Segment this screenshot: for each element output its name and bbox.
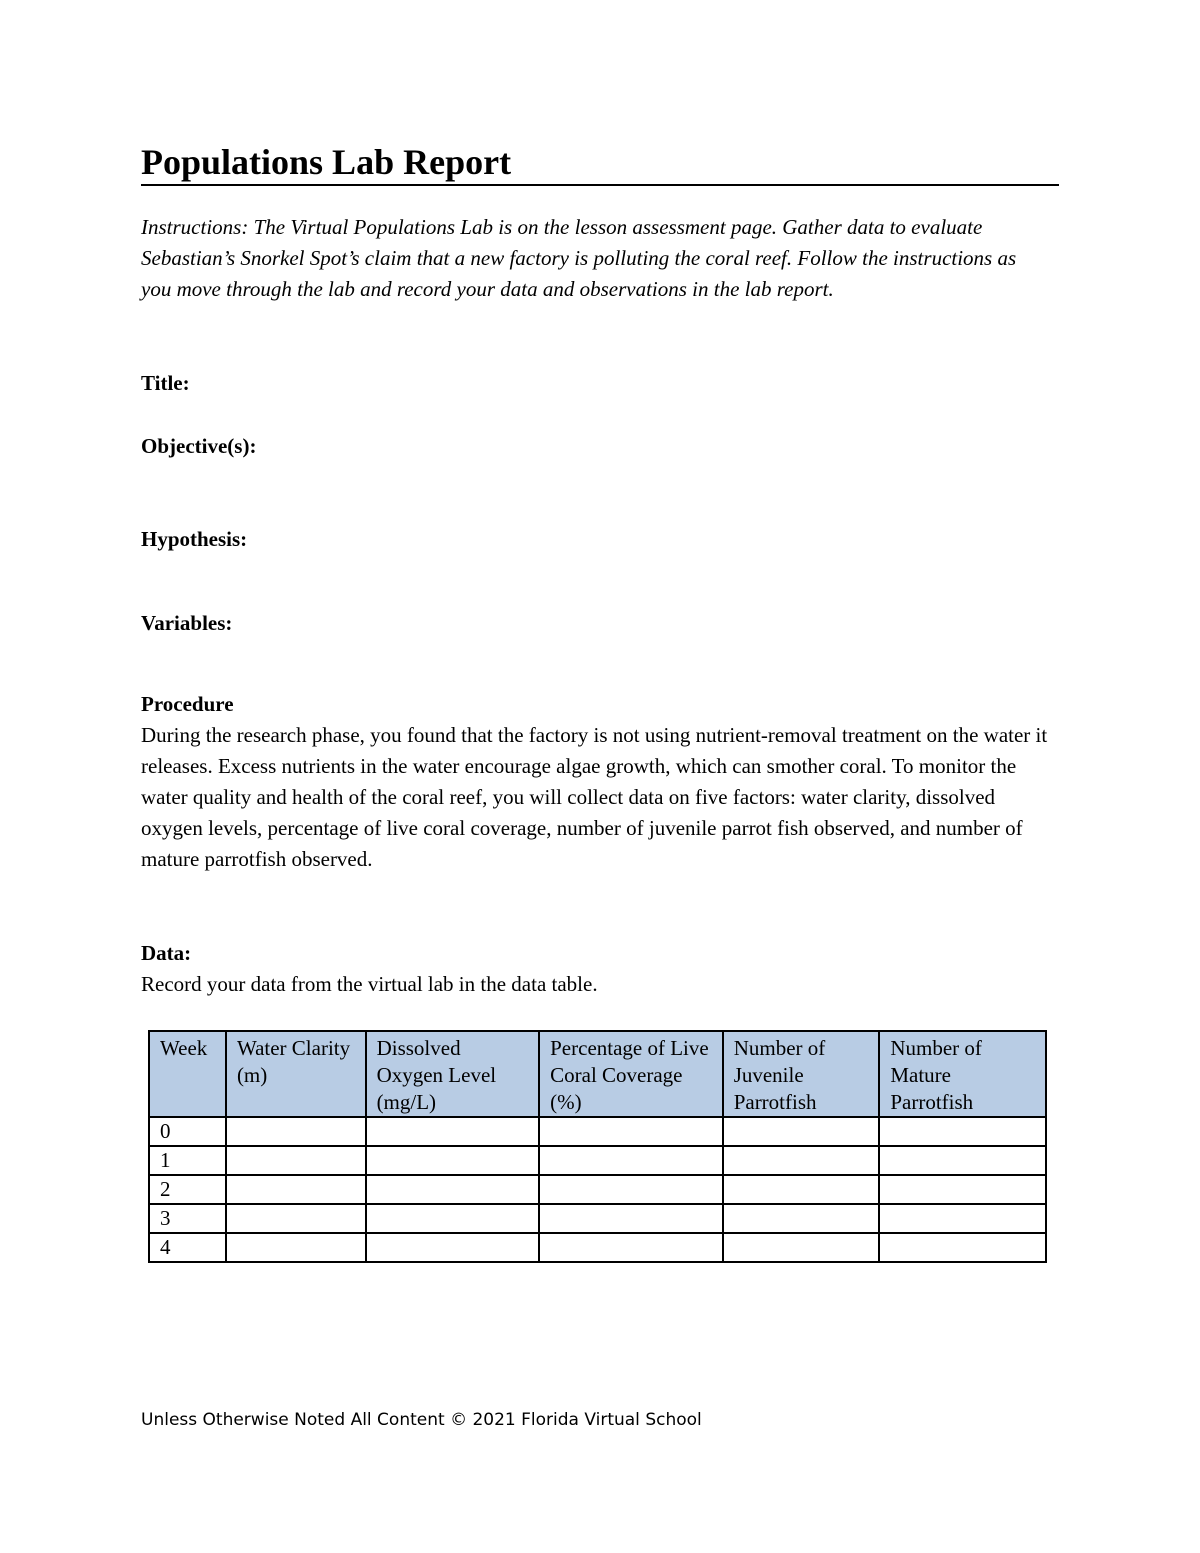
data-cell[interactable] [723, 1117, 880, 1146]
table-row [149, 1117, 1046, 1146]
data-cell[interactable] [723, 1175, 880, 1204]
data-cell[interactable] [539, 1204, 723, 1233]
week-cell: 1 [149, 1146, 226, 1175]
data-cell[interactable] [539, 1117, 723, 1146]
variables-label: Variables: [141, 611, 233, 635]
table-row [149, 1233, 1046, 1262]
data-cell[interactable] [366, 1233, 540, 1262]
data-table [148, 1030, 1047, 1263]
data-cell[interactable] [366, 1175, 540, 1204]
data-cell[interactable] [723, 1204, 880, 1233]
data-cell[interactable] [226, 1175, 366, 1204]
week-cell: 4 [149, 1233, 226, 1262]
data-cell[interactable] [539, 1146, 723, 1175]
data-cell[interactable] [366, 1204, 540, 1233]
data-cell[interactable] [226, 1117, 366, 1146]
header-juvenile-parrotfish: Number of Juvenile Parrotfish [723, 1031, 880, 1117]
data-cell[interactable] [226, 1146, 366, 1175]
data-cell[interactable] [366, 1146, 540, 1175]
header-mature-parrotfish: Number of Mature Parrotfish [879, 1031, 1046, 1117]
data-cell[interactable] [879, 1117, 1046, 1146]
week-cell: 0 [149, 1117, 226, 1146]
data-cell[interactable] [879, 1204, 1046, 1233]
week-cell: 2 [149, 1175, 226, 1204]
table-row [149, 1175, 1046, 1204]
objective-label: Objective(s): [141, 434, 257, 458]
week-cell: 3 [149, 1204, 226, 1233]
procedure-text: During the research phase, you found that the factory is not using nutrient-removal treatment on the water it releases. Excess nutrients in the water encourage algae growth, which can smother coral. To monitor the water quality and health of the coral reef, you will collect data on five factors: water clarity, dissolved oxygen levels, percentage of live coral coverage, number of juvenile parrot fish observed, and number of mature parrotfish observed. [141, 723, 1048, 871]
data-cell[interactable] [539, 1175, 723, 1204]
table-row [149, 1204, 1046, 1233]
page-title: Populations Lab Report [141, 140, 1059, 186]
data-cell[interactable] [723, 1233, 880, 1262]
instructions-text: Instructions: The Virtual Populations Lab is on the lesson assessment page. Gather data to evaluate Sebastian’s Snorkel Spot’s claim that a new factory is polluting the coral reef. Follow the instructions as you move through the lab and record your data and observations in the lab report. [141, 215, 1017, 301]
data-cell[interactable] [366, 1117, 540, 1146]
data-cell[interactable] [879, 1146, 1046, 1175]
data-cell[interactable] [723, 1146, 880, 1175]
header-water-clarity: Water Clarity (m) [226, 1031, 366, 1117]
header-dissolved-oxygen: Dissolved Oxygen Level (mg/L) [366, 1031, 540, 1117]
data-label: Data: [141, 941, 192, 965]
title-label: Title: [141, 371, 190, 395]
data-instructions: Record your data from the virtual lab in the data table. [141, 972, 598, 996]
data-cell[interactable] [879, 1175, 1046, 1204]
hypothesis-label: Hypothesis: [141, 527, 248, 551]
copyright-footer: Unless Otherwise Noted All Content © 2021 Florida Virtual School [141, 1410, 702, 1430]
table-row [149, 1146, 1046, 1175]
data-cell[interactable] [539, 1233, 723, 1262]
data-cell[interactable] [879, 1233, 1046, 1262]
data-cell[interactable] [226, 1204, 366, 1233]
header-live-coral: Percentage of Live Coral Coverage (%) [539, 1031, 723, 1117]
table-header-row [149, 1031, 1046, 1117]
header-week: Week [149, 1031, 226, 1117]
data-cell[interactable] [226, 1233, 366, 1262]
procedure-label: Procedure [141, 692, 234, 716]
